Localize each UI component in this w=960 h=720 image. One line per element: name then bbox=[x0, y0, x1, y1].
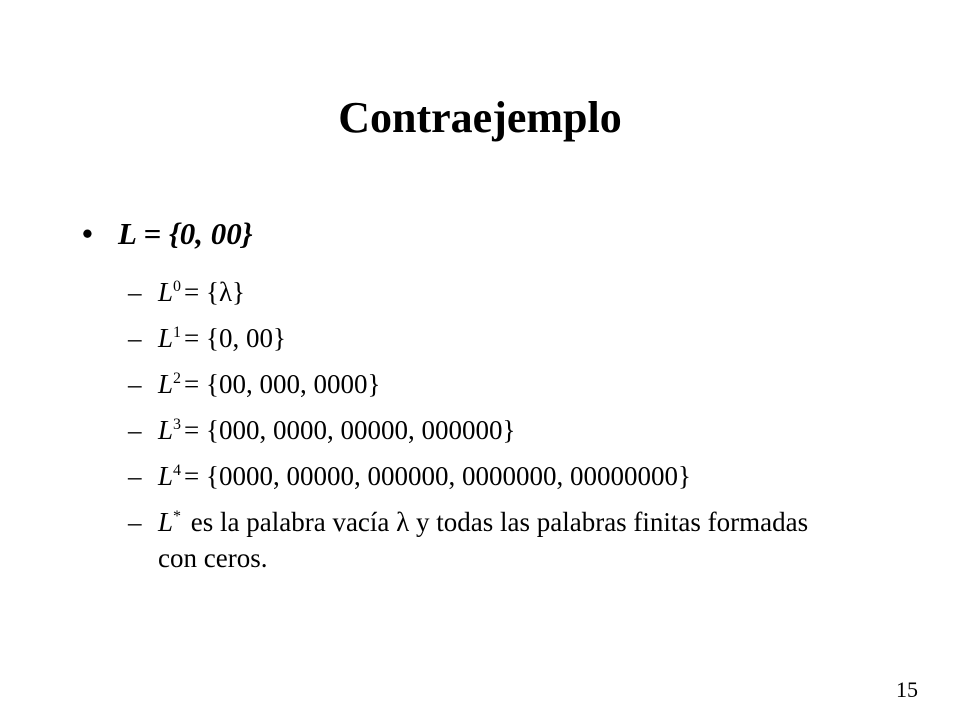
sub-var: L bbox=[158, 323, 174, 353]
sub-exponent: 3 bbox=[173, 416, 182, 433]
sub-text: = {0000, 00000, 000000, 0000000, 00000000} bbox=[184, 461, 691, 491]
sub-text: es la palabra vacía λ y todas las palabras finitas formadas con ceros. bbox=[158, 507, 809, 573]
sub-var: L bbox=[158, 507, 174, 537]
sub-dash: – bbox=[128, 277, 142, 307]
bullet-marker: • bbox=[82, 216, 93, 251]
sub-multiline-text bbox=[158, 504, 818, 576]
bullet-text: L = {0, 00} bbox=[118, 216, 253, 251]
sub-var: L bbox=[158, 415, 174, 445]
sub-exponent: 2 bbox=[173, 370, 182, 387]
sub-exponent: 1 bbox=[173, 324, 182, 341]
sub-text: = {000, 0000, 00000, 000000} bbox=[184, 415, 516, 445]
sub-exponent: 0 bbox=[173, 278, 182, 295]
page-number: 15 bbox=[896, 677, 918, 702]
sub-item-l1 bbox=[128, 320, 286, 356]
sub-item-l3 bbox=[128, 412, 515, 448]
sub-dash: – bbox=[128, 507, 142, 537]
sub-item-l0 bbox=[128, 274, 245, 310]
sub-text: = {00, 000, 0000} bbox=[184, 369, 381, 399]
slide-title: Contraejemplo bbox=[338, 93, 622, 142]
sub-dash: – bbox=[128, 369, 142, 399]
sub-var: L bbox=[158, 369, 174, 399]
sub-item-lstar bbox=[128, 504, 818, 576]
sub-var: L bbox=[158, 277, 174, 307]
sub-text: = {λ} bbox=[184, 277, 246, 307]
sub-var: L bbox=[158, 461, 174, 491]
sub-dash: – bbox=[128, 415, 142, 445]
sub-item-l2 bbox=[128, 366, 380, 402]
sub-dash: – bbox=[128, 323, 142, 353]
sub-text: = {0, 00} bbox=[184, 323, 286, 353]
sub-exponent: * bbox=[173, 508, 182, 525]
sub-item-l4 bbox=[128, 458, 691, 494]
main-bullet bbox=[82, 212, 253, 256]
sub-dash: – bbox=[128, 461, 142, 491]
sub-exponent: 4 bbox=[173, 462, 182, 479]
